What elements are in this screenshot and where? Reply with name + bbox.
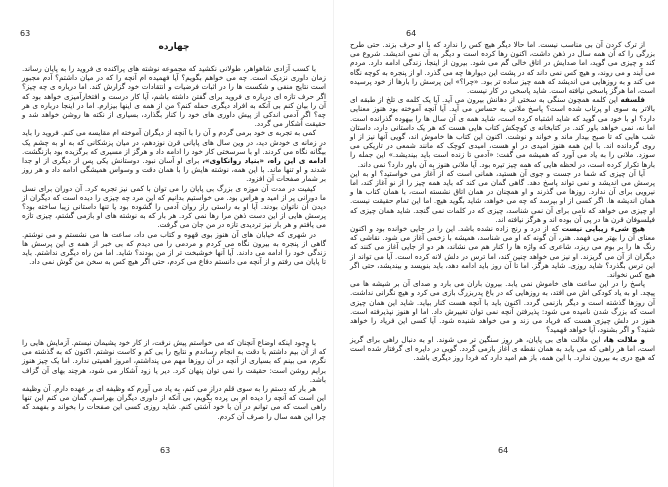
paragraph-text: این ملالت های بی پایان، هر روز سنگین تر می شوند. او به دنبال راهی برای گریز است، اما هر راهی که می یابد به همان نقطه ی آغاز بازمی گردد. گویی در دایره ای گرفتار شده است که هیچ دری به بیرون ندارد. با این همه، باز هم امید دارد که فردا روز دیگری باشد. [350,334,655,362]
emphasized-text: هیچ شیء زیبایی نیست [561,224,645,234]
right-page [334,0,668,487]
paragraph-text: با وجود اینکه اوضاع آنچنان که می خواستم پیش نرفت، از کار خود پشیمان نیستم. آزمایش هایی را که از آن بیم داشتم با دقت به انجام رساندم و نتایج را بی کم و کاست نوشتم. اکنون که به گذشته می نگرم، می بینم که بسیاری از آنچه در آن روزها مهم می پنداشتم، امروز اهمیتی ندارد. اما یک چیز هنوز برایم روشن است: حقیقت را نمی توان پنهان کرد. دیر یا زود آشکار می شود، هرچند بهای آن گزاف باشد. [22,338,326,384]
paragraph [22,230,326,267]
paragraph [22,384,326,421]
paragraph [350,40,655,95]
paragraph-text: که از درد و رنج زاده نشده باشد. این را در جایی خوانده بود و اکنون معنای آن را بهتر می فهمد. هنر، آن گونه که او می شناسد، همیشه با زخمی آغاز می شود. نقاشی که رنگ ها را بر بوم می ریزد، شاعری که واژه ها را کنار هم می نشاند، هر دو از جایی آغاز می کنند که دیگران از آن می گریزند. او نیز می خواهد چنین کند، اما ترس در دلش لانه کرده است. آیا می تواند از این ترس بگذرد؟ شاید روزی. شاید هرگز. اما تا آن روز باید ادامه دهد، باید بنویسد و بیندیشد، حتی اگر هیچ کس نخواند. [350,224,655,280]
left-page-section-2 [22,338,326,421]
paragraph-text: آیا آن چیزی که شما در جست و جوی آن هستید، همانی است که از آغاز می خواستید؟ او به این پرسش می اندیشد و نمی تواند پاسخ دهد. گاهی گمان می کند که باید همه چیز را از نو آغاز کند، اما نیرویی برای آن ندارد. روزها می گذرند و او همچنان در همان اتاق نشسته است، با همان کتاب ها و همان اندیشه ها. اگر کسی از او بپرسد که چه می خواهد، شاید بگوید هیچ. اما این تمام حقیقت نیست. او چیزی می خواهد که نامی برای آن نمی شناسد، چیزی که در کلمات نمی گنجد. شاید همان چیزی که فیلسوفان قرن ها در پی آن بوده اند و هرگز نیافته اند. [350,168,655,224]
page-number-top: 63 [20,29,31,38]
right-page-body [350,40,655,362]
paragraph [350,169,655,224]
paragraph [22,338,326,384]
paragraph [22,128,326,183]
paragraph [22,64,326,128]
page-number-top: 64 [406,29,417,38]
paragraph-text: در شهری که خیابان های آن هنوز بوی قهوه و کتاب می داد، ساعت ها می نشستم و می نوشتم. گاهی از پنجره به بیرون نگاه می کردم و مردمی را می دیدم که بی خبر از همه ی این پرسش ها زندگی خود را ادامه می دادند. آیا آنها خوشبخت تر از من بودند؟ شاید. اما من راه دیگری نداشتم. باید تا پایان می رفتم و از آنچه می دانستم دفاع می کردم، حتی اگر هیچ کس به سخن من گوش نمی داد. [22,229,326,267]
paragraph [350,279,655,334]
paragraph-text: برای او آسان نبود. دوستانش یکی پس از دیگری از او جدا شدند و او تنها ماند. با این همه، نوشته هایش را با همان دقت و وسواس همیشگی ادامه داد و هر روز بر شمار صفحات آن افزود. [22,156,326,184]
paragraph-text: هر بار که دستم را به سوی قلم دراز می کنم، به یاد می آورم که وظیفه ای بر عهده دارم. آن وظیفه این است که آنچه را دیده ام بی پرده بگویم، بی آنکه از داوری دیگران بهراسم. گمان می کنم این تنها راهی است که می توانم در آن با خود آشتی کنم. شاید روزی کسی این صفحات را بخواند و بفهمد که چرا این همه سال را صرف آن کردم. [22,384,326,421]
chapter-heading: چهارده [158,42,190,52]
paragraph-text: این کلمه همچون سنگی به سختی از دهانش بیرون می آید. آیا یک کلمه ی تلخ از طبقه ای بالاتر به سوی او پرتاب شده است؟ پاسخ ملانی به حساس می آید. آیا آنچه آموخته بود هنوز معنایی دارد؟ او با خود می گوید که شاید اشتباه کرده است، شاید همه ی آن سال ها را بیهوده گذرانده است. اما نه، نمی خواهد باور کند. در کتابخانه ی کوچکش کتاب هایی هست که هر یک داستانی دارد، داستان شب هایی که تا صبح بیدار ماند و خواند و نوشت. اکنون این کتاب ها خاموش اند، گویی آنها نیز از او روی گردانده اند. با این همه هنوز امیدی در او هست، امیدی کوچک که مانند شمعی در تاریکی می سوزد. ملانی را به یاد می آورد که همیشه می گفت: «آدمی تا زنده است باید بیندیشد.» این جمله را بارها تکرار کرده است، در لحظه هایی که همه چیز تیره بود. آیا ملانی هنوز به آن باور دارد؟ نمی داند. [350,95,655,169]
page-number-bottom: 64 [498,446,509,455]
left-page-section-1 [22,64,326,266]
emphasized-text: ادامه ی این راه، «بنیاد روانکاوی»، [202,156,326,166]
paragraph [22,184,326,230]
paragraph-text: کیفیت در مدت آن موزه ی بزرگ بی پایان را می توان با کمی نیز تجربه کرد. آن دوران برای نسل ما دورانی پر از امید و هراس بود. می خواستیم بدانیم که این مرد چه چیزی را دیده است که دیگران از دیدن آن ناتوان بودند. آیا او به راستی راز روان آدمی را گشوده بود یا تنها داستانی زیبا ساخته بود؟ پرسش هایی از این دست ذهن مرا رها نمی کرد. هر بار که به نوشته های او بازمی گشتم، چیزی تازه می یافتم و هر بار نیز تردیدی تازه در من جان می گرفت. [22,183,326,230]
paragraph [350,335,655,363]
paragraph [350,95,655,169]
paragraph [350,224,655,279]
paragraph-text: پاسخ را در این ساعت های خاموش نمی یابد. بیرون باران می بارد و صدای آن بر شیشه ها می پیچد. او به یاد کودکی اش می افتد، به روزهایی که در باغ پدربزرگ بازی می کرد و هیچ نگرانی نداشت. آن روزها گذشته است و دیگر بازنمی گردد. اکنون باید با آنچه هست کنار بیاید. شاید این همان چیزی است که بزرگ شدن نامیده می شود: پذیرفتن آنچه نمی توان تغییرش داد. اما او هنوز نپذیرفته است. هنوز در دلش چیزی هست که فریاد می زند و می خواهد شنیده شود. آیا کسی این فریاد را خواهد شنید؟ و اگر بشنود، آیا خواهد فهمید؟ [350,279,655,335]
paragraph-text: از ترک کردن آن بی مناسب نیست. اما حالا دیگر هیچ کس را ندارد که با او حرف بزند. حتی طرح بزرگی را که آن همه سال در ذهن داشت، اکنون رها کرده است و دیگر به آن نمی اندیشد. شروع می کند و چیزی می گوید، اما صدایش در اتاق خالی گم می شود. بیرون از اینجا، زندگی ادامه دارد. مردم می آیند و می روند، و هیچ کس نمی داند که در پشت این دیوارها چه می گذرد. او از پنجره به کوچه نگاه می کند و به روزهایی می اندیشد که همه چیز ساده تر بود. «چرا؟» این پرسش را بارها از خود پرسیده است، اما هرگز پاسخی نیافته است. شاید پاسخی در کار نیست. [350,40,655,96]
emphasized-text: و ملالت ها، [603,334,646,344]
emphasized-text: فلسفه [620,95,645,105]
paragraph-text: کمی به تجربه ی خود برمی گردم و آن را با آنچه از دیگران آموخته ام مقایسه می کنم. فروید را باید در زمانه ی خودش دید، در وین سال های پایانی قرن نوزدهم، در میان پزشکانی که به او به چشم یک بیگانه نگاه می کردند. او با سرسختی کار خود را ادامه داد و هرگز از مسیری که برگزیده بود بازنگشت. [22,128,326,156]
paragraph-text: با کسب آزادی شاهواهر، طولانی نکشید که مجموعه نوشته های پراکنده ی فروید را به پایان رساند. زمان داوری نزدیک است. چه می خواهم بگویم؟ آیا فهمیده ام آنچه را که در میان داشتم؟ آدم مجبور است نتایج منفی و شکست ها را در اثبات فرضیات و انتقادات خود گزارش کند. اما درباره ی چه چیز؟ اگر حرف تازه ای درباره ی فروید برای گفتن داشته باشم، آیا کار درست و افتخارآمیزی خواهد بود که آن را بیان کنم بی آنکه به افراد دیگری حمله کنم؟ من از همه ی اینها بیزارم. اما در اینجا درباره ی هر چه؟ اگر آدمی اندکی از پیش داوری های خود را کنار بگذارد، بسیاری از نکته ها روشن خواهد شد و حقیقت آشکار می گردد. [22,64,326,129]
page-number-bottom: 63 [160,446,171,455]
